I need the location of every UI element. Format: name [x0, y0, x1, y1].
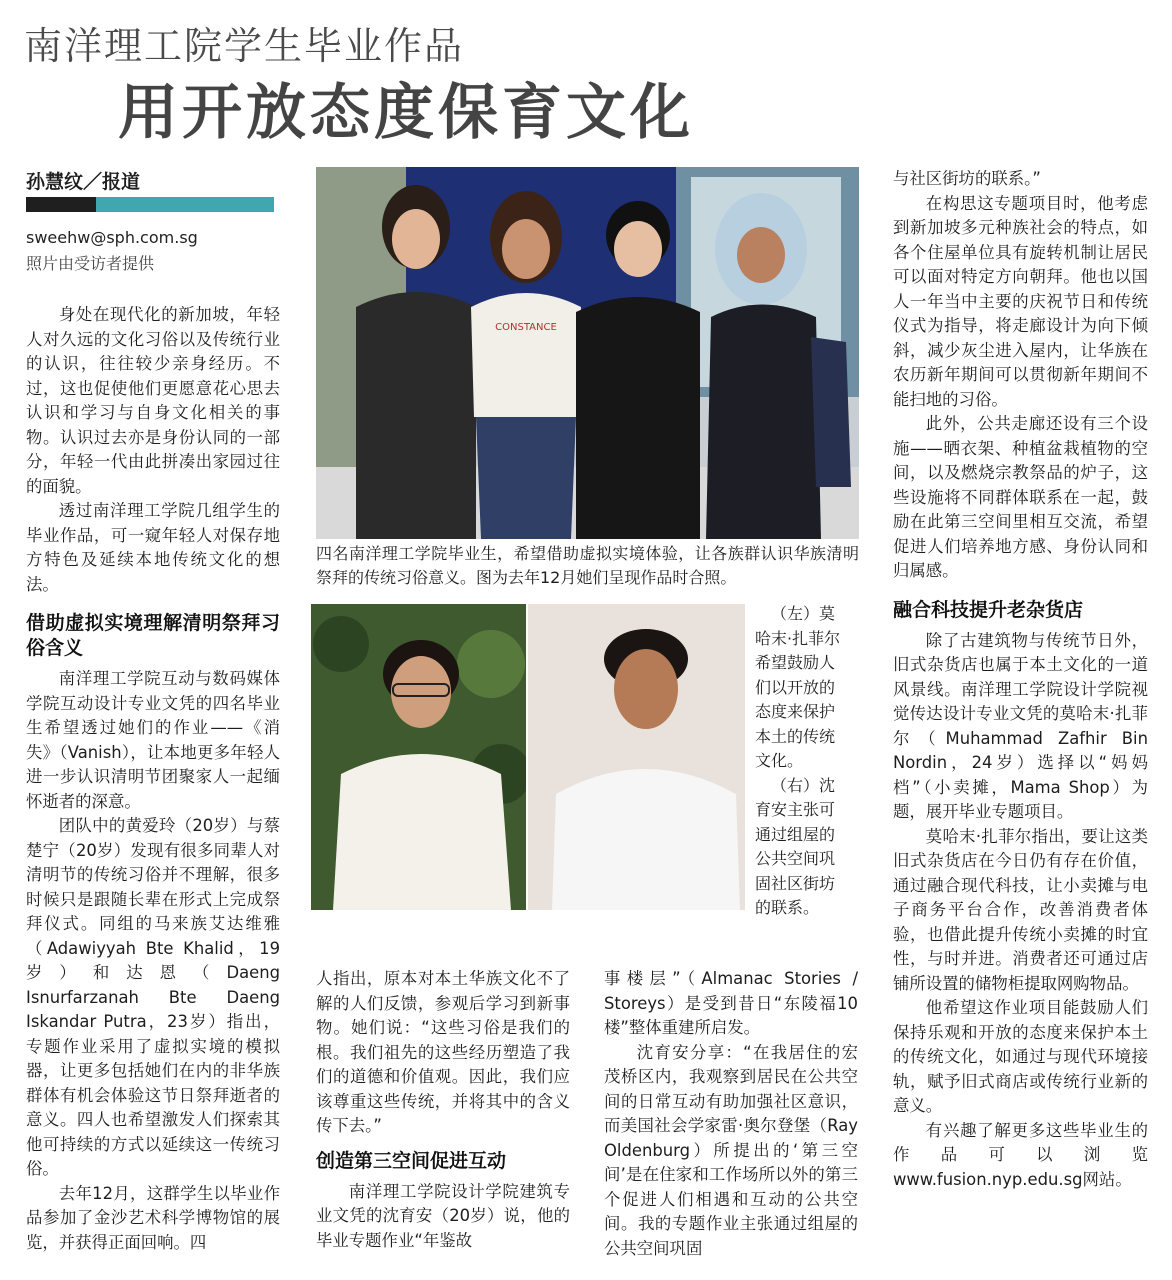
paragraph: 莫哈末·扎菲尔指出，要让这类旧式杂货店在今日仍有存在价值，通过融合现代科技，让小卖摊与电子商务平台合作，改善消费者体验，也借此提升传统小卖摊的时宜性，与时并进。消费者还可通过店铺所设置的储物柜提取网购物品。	[893, 826, 1148, 993]
paragraph: 身处在现代化的新加坡，年轻人对久远的文化习俗以及传统行业的认识，往往较少亲身经历。不过，这也促使他们更愿意花心思去认识和学习与自身文化相关的事物。认识过去亦是身份认同的一部分，年轻一代由此拼凑出家园过往的面貌。	[26, 305, 280, 496]
paragraph: 透过南洋理工学院几组学生的毕业作品，可一窥年轻人对保存地方特色及延续本地传统文化的想法。	[26, 501, 280, 594]
subheading: 借助虚拟实境理解清明祭拜习俗含义	[26, 612, 280, 659]
column-2	[316, 967, 570, 1253]
byline-rule	[26, 197, 274, 212]
paragraph: 人指出，原本对本土华族文化不了解的人们反馈，参观后学习到新事物。她们说：“这些习俗是我们的根。我们祖先的这些经历塑造了我们的道德和价值观。因此，我们应该尊重这些传统，并将其中的含义传下去。”	[316, 969, 570, 1135]
group-photo-caption: 四名南洋理工学院毕业生，希望借助虚拟实境体验，让各族群认识华族清明祭拜的传统习俗意义。图为去年12月她们呈现作品时合照。	[316, 544, 859, 587]
portrait-left-illustration	[311, 604, 526, 910]
paragraph: 南洋理工学院互动与数码媒体学院互动设计专业文凭的四名毕业生希望透过她们的作业——《消失》（Vanish），让本地更多年轻人进一步认识清明节团聚家人一起缅怀逝者的深意。	[26, 669, 280, 811]
paragraph: 他希望这作业项目能鼓励人们保持乐观和开放的态度来保护本土的传统文化，如通过与现代环境接轨，赋予旧式商店或传统行业新的意义。	[893, 998, 1148, 1115]
column-3	[604, 967, 858, 1261]
byline-author: 孙慧纹／报道	[26, 171, 141, 193]
portrait-right	[528, 604, 745, 910]
subheading: 融合科技提升老杂货店	[893, 598, 1084, 621]
paragraph: 除了古建筑物与传统节日外，旧式杂货店也属于本土文化的一道风景线。南洋理工学院设计学院视觉传达设计专业文凭的莫哈末·扎菲尔（Muhammad Zafhir Bin Nordin，24岁）选择以“妈妈档”（小卖摊，Mama Shop）为题，展开毕业专题项目。	[893, 630, 1148, 821]
group-photo	[316, 167, 859, 539]
portrait-caption-right: （右）沈育安主张可通过组屋的公共空间巩固社区街坊的联系。	[755, 775, 836, 917]
paragraph: 去年12月，这群学生以毕业作品参加了金沙艺术科学博物馆的展览，并获得正面回响。四	[26, 1183, 280, 1252]
shirt-print: CONSTANCE	[495, 322, 557, 333]
paragraph: 团队中的黄爱玲（20岁）与蔡楚宁（20岁）发现有很多同辈人对清明节的传统习俗并不理解，很多时候只是跟随长辈在形式上完成祭拜仪式。同组的马来族艾达维雅（Adawiyyah Bte Khalid，19岁）和达恩（Daeng Isnurfarzanah Bte Daeng Iskandar Putra，23岁）指出，专题作业采用了虚拟实境的模拟器，让更多包括她们在内的非华族群体有机会体验这节日祭拜逝者的意义。四人也希望激发人们探索其他可持续的方式以延续这一传统习俗。	[26, 816, 280, 1178]
portrait-left	[311, 604, 526, 910]
photo-credit: 照片由受访者提供	[26, 254, 155, 273]
subheading: 创造第三空间促进互动	[316, 1149, 507, 1172]
column-1	[26, 303, 280, 1255]
paragraph: 与社区街坊的联系。”	[893, 169, 1041, 188]
paragraph: 事楼层”（Almanac Stories / Storeys）是受到昔日“东陵福10楼”整体重建所启发。	[604, 969, 858, 1037]
portrait-caption-left: （左）莫哈末·扎菲尔希望鼓励人们以开放的态度来保护本土的传统文化。	[755, 604, 841, 770]
group-photo-illustration	[316, 167, 859, 539]
article-kicker: 南洋理工院学生毕业作品	[24, 24, 465, 68]
paragraph: 有兴趣了解更多这些毕业生的作品可以浏览www.fusion.nyp.edu.sg网站。	[893, 1120, 1148, 1189]
portrait-right-illustration	[528, 604, 745, 910]
portrait-caption	[755, 602, 847, 921]
paragraph: 沈育安分享：“在我居住的宏茂桥区内，我观察到居民在公共空间的日常互动有助加强社区意识，而美国社会学家雷·奥尔登堡（Ray Oldenburg）所提出的‘第三空间’是在住家和工作场所以外的第三个促进人们相遇和互动的公共空间。我的专题作业主张通过组屋的公共空间巩固	[604, 1042, 858, 1258]
paragraph: 南洋理工学院设计学院建筑专业文凭的沈育安（20岁）说，他的毕业专题作业“年鉴故	[316, 1181, 570, 1250]
author-email: sweehw@sph.com.sg	[26, 228, 198, 247]
article-headline: 用开放态度保育文化	[118, 78, 694, 148]
paragraph: 此外，公共走廊还设有三个设施——晒衣架、种植盆栽植物的空间，以及燃烧宗教祭品的炉子，这些设施将不同群体联系在一起，鼓励在此第三空间里相互交流，希望促进人们培养地方感、身份认同和归属感。	[893, 414, 1148, 580]
column-4	[893, 167, 1148, 1192]
paragraph: 在构思这专题项目时，他考虑到新加坡多元种族社会的特点，如各个住屋单位具有旋转机制让居民可以面对特定方向朝拜。他也以国人一年当中主要的庆祝节日和传统仪式为指导，将走廊设计为向下倾斜，减少灰尘进入屋内，让华族在农历新年期间可以贯彻新年期间不能扫地的习俗。	[893, 193, 1148, 409]
